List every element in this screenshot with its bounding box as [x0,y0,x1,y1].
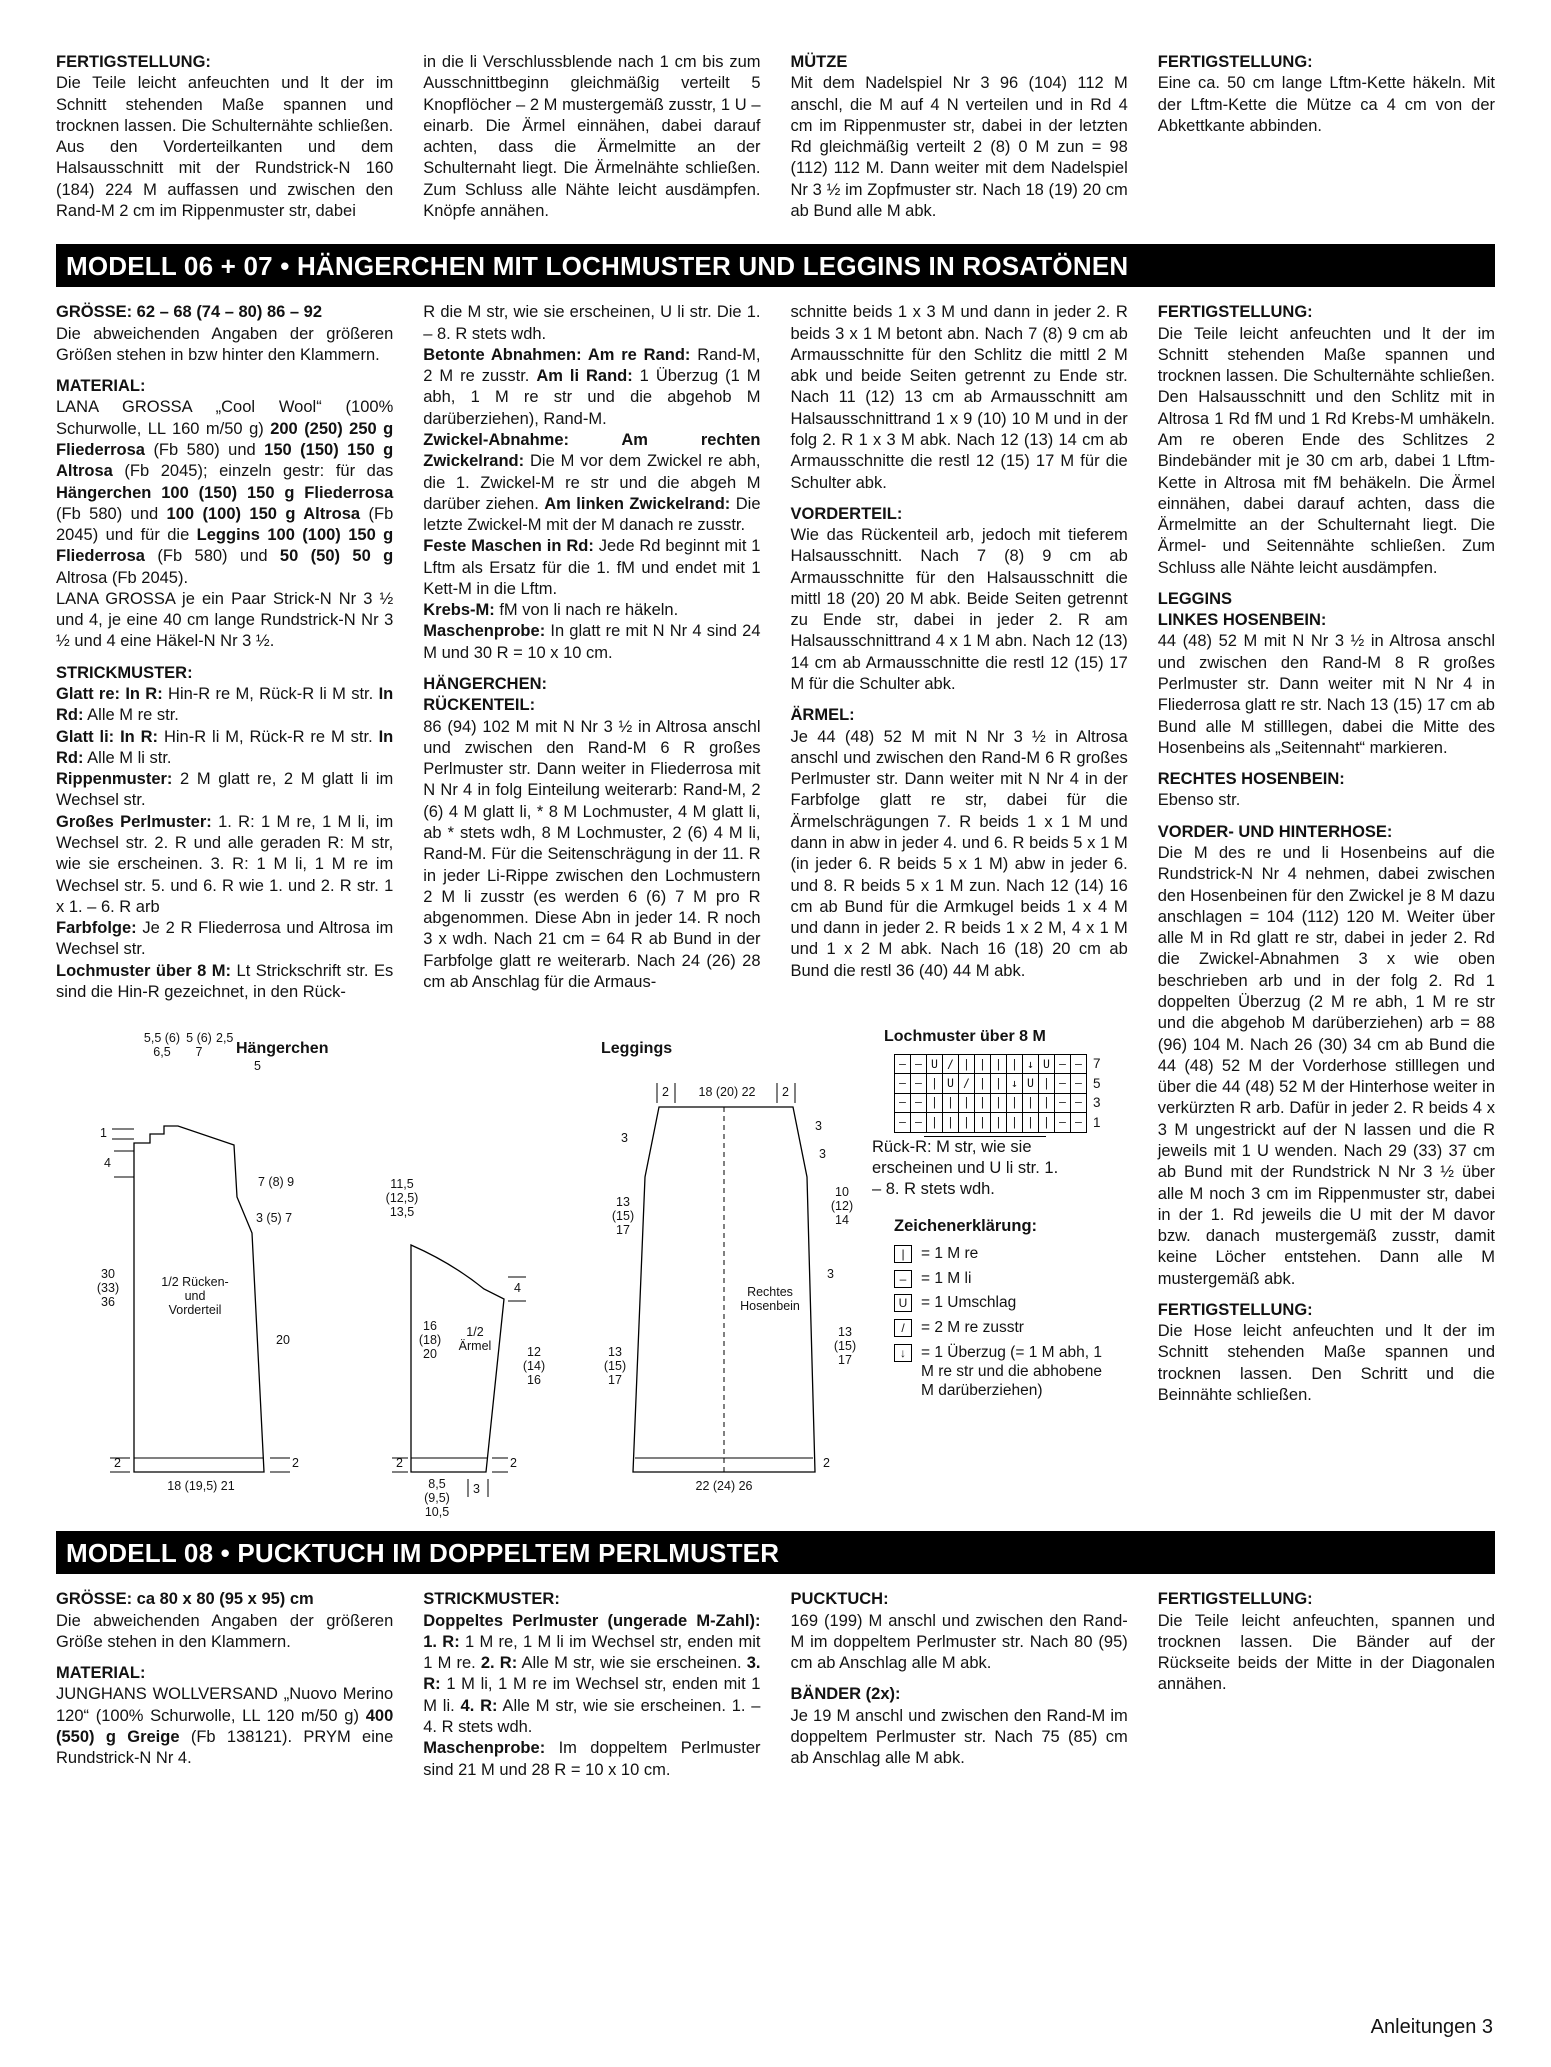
page-footer: Anleitungen 3 [1370,2016,1493,2039]
chart-row-label: 5 [1093,1075,1101,1091]
legend-item [894,1270,1124,1289]
measure-left-13a: 13 (15) 17 [611,1195,635,1238]
chart-cell-li: – [911,1093,927,1112]
model-06-07-header-bar: MODELL 06 + 07 • HÄNGERCHEN MIT LOCHMUSTER UND LEGGINS IN ROSATÖNEN [56,244,1495,287]
measure-right-3a: 3 [815,1119,822,1134]
paragraph: R die M str, wie sie erscheinen, U li str. Die 1. – 8. R stets wdh. [423,303,761,343]
measure-rib-left: 2 [114,1456,121,1471]
paragraph: Die Teile leicht anfeuchten, spannen und trocknen lassen. Die Bänder auf der Rückseite beids der Mitte in der Diagonalen annähen. [1157,1611,1495,1694]
block-heading: STRICKMUSTER: [56,663,193,682]
schematic-aermel [356,1027,581,1520]
measure-neck2: 2,5 [216,1031,234,1046]
measure-rib-right: 2 [510,1456,517,1471]
measure-one: 1 [100,1126,107,1141]
legend-text: = 1 Umschlag [921,1294,1017,1312]
block-heading: FERTIGSTELLUNG: [56,53,211,71]
chart-row-label: 3 [1093,1095,1101,1111]
measure-three: 3 [473,1482,480,1497]
chart-cell-re: | [927,1074,943,1093]
schematic-haengerchen [56,1027,356,1509]
schematics-band [56,1027,1128,1520]
measure-left-3: 3 [621,1131,628,1146]
measure-top-left2: 2 [662,1085,669,1100]
chart-cell-re: | [1039,1093,1055,1112]
paragraph: Glatt li: In R: Hin-R li M, Rück-R re M str. In Rd: Alle M li str. [56,727,394,767]
legend-symbol-zus: / [894,1319,912,1337]
paragraph: Zwickel-Abnahme: Am rechten Zwickelrand: Die M vor dem Zwickel re abh, die 1. Zwickel-M re str und die abgeh M darüber ziehen. Am linken Zwickelrand: Die letzte Zwickel-M mit der M danach re zusstr. [423,430,761,535]
chart-row-label: 7 [1093,1056,1101,1072]
chart-cell-li: – [895,1074,911,1093]
chart-cell-re: | [975,1074,991,1093]
block-heading: MATERIAL: [56,1664,146,1683]
block-heading: VORDERTEIL: [790,504,903,523]
measure-left-13b: 13 (15) 17 [603,1345,627,1388]
legend-item [894,1245,1124,1264]
measure-side: 20 [276,1333,290,1348]
chart-cell-li: – [1071,1093,1087,1112]
chart-cell-ueb: ↓ [1023,1054,1039,1073]
chart-cell-re: | [959,1113,975,1132]
m67-column-4 [1158,302,1495,1509]
legend-symbol-re: | [894,1245,912,1263]
legend-symbol-U: U [894,1294,912,1312]
chart-cell-U: U [1039,1054,1055,1073]
measure-shoulder: 5,5 (6) 6,5 [143,1031,181,1060]
block-heading: LEGGINS [1157,589,1233,608]
chart-cell-re: | [927,1113,943,1132]
legend-text: = 2 M re zusstr [921,1319,1024,1337]
schematic-leggings [581,1027,866,1509]
measure-rib-left: 2 [396,1456,403,1471]
piece-label: 1/2 Rücken- und Vorderteil [161,1275,229,1318]
chart-cell-ueb: ↓ [1007,1074,1023,1093]
block-heading: GRÖSSE: 62 – 68 (74 – 80) 86 – 92 [56,303,322,322]
legend-symbol-ueb: ↓ [894,1344,912,1362]
chart-cell-re: | [1007,1093,1023,1112]
block-heading: FERTIGSTELLUNG: [1157,1300,1313,1319]
measure-top-width: 11,5 (12,5) 13,5 [385,1177,419,1220]
chart-cell-re: | [1039,1074,1055,1093]
paragraph: 86 (94) 102 M mit N Nr 3 ½ in Altrosa anschl und zwischen den Rand-M 6 R großes Perlmuster str. Dann weiter in Fliederrosa mit N Nr 4 in folg Einteilung weiterarb: Rand-M, 2 (6) 4 M glatt li, * 8 M Lochmuster, 4 M glatt li, ab * stets wdh, 8 M Lochmuster, 2 (6) 4 M li, Rand-M. Für die Seitenschrägung in der 11. R in jeder Li-Rippe zwischen den Lochmustern 2 M li zusstr (es werden 6 (6) 7 M pro R abgenommen. Diese Abn in jeder 14. R noch 3 x wdh. Nach 21 cm = 64 R ab Bund in der Farbfolge glatt re weiterarb. Nach 24 (26) 28 cm ab Anschlag für die Armaus- [423,717,761,991]
chart-cell-re: | [1023,1113,1039,1132]
paragraph: Wie das Rückenteil arb, jedoch mit tieferem Halsausschnitt. Nach 7 (8) 9 cm ab Armausschnitte für den Halsausschnitt die mittl 18 (20) 20 M abk. Beide Seiten getrennt zu Ende str, dabei in jeder 2. R am Halsausschnittrand 4 x 1 M abn. Nach 12 (13) 14 cm ab Armausschnitte die restl 12 (15) 17 M für die Schulter abk. [790,526,1128,694]
block-heading: MÜTZE [790,53,848,71]
block-heading: BÄNDER (2x): [790,1685,901,1704]
piece-label: 1/2 Ärmel [458,1325,492,1354]
chart-legend [894,1245,1124,1401]
model-08-section [56,1589,1495,1781]
legend-title: Zeichenerklärung: [894,1217,1038,1236]
chart-cell-li: – [895,1113,911,1132]
schematic-title-haengerchen: Hängerchen [236,1040,329,1058]
measure-top-width: 18 (20) 22 [698,1085,756,1100]
measure-right-13: 13 (15) 17 [833,1325,857,1368]
paragraph: Krebs-M: fM von li nach re häkeln. [423,601,679,620]
measure-cap: 4 [514,1281,521,1296]
paragraph: Die M des re und li Hosenbeins auf die Rundstrick-N Nr 4 nehmen, dabei zwischen den Hosenbeinen für den Zwickel je 8 M dazu anschlagen = 104 (112) 120 M. Weiter über alle M in Rd glatt re str, dabei in jeder 2. Rd die Zwickel-Abnahmen 3 x wie oben beschrieben arb und in der folg 2. Rd 1 doppelten Überzug (2 M re abh, 1 M re str und die abgehob M darüberziehen) arb = 88 (96) 104 M. Nach 26 (30) 34 cm ab Bund die 44 (48) 52 M der Vorderhose stilllegen und über die 44 (48) 52 M der Hinterhose weiter in verkürzten R arb. Dafür in jeder 2. R beids 4 x 3 M ungestrickt auf der N lassen und die R jeweils mit 1 U wenden. Nach 29 (33) 37 cm ab Bund mit der Rundstrick N Nr 3 ½ über alle M noch 3 cm im Rippenmuster str, dabei in der 1. Rd jeweils die U mit der M davor bzw. danach mustergemäß zusstr, damit keine Löcher entstehen. Dann alle M mustergemäß abk. [1157,844,1495,1288]
measure-right-2: 2 [823,1456,830,1471]
chart-cell-re: | [927,1093,943,1112]
paragraph: 44 (48) 52 M mit N Nr 3 ½ in Altrosa anschl und zwischen den Rand-M 8 R großes Perlmuster str. Dann weiter mit N Nr 4 in Fliederrosa glatt re str. Nach 13 (15) 17 cm ab Bund alle M stilllegen, dabei die Mitte des Hosenbeins als „Seitennaht“ markieren. [1157,632,1495,757]
measure-cuff: 8,5 (9,5) 10,5 [424,1477,450,1520]
measure-neck: 5 (6) 7 [186,1031,212,1060]
chart-cell-re: | [1007,1054,1023,1073]
paragraph: Ebenso str. [1157,791,1241,810]
block-heading: VORDER- UND HINTERHOSE: [1157,822,1393,841]
paragraph: Großes Perlmuster: 1. R: 1 M re, 1 M li, im Wechsel str. 2. R und alle geraden R: M str, wie sie erscheinen. 3. R: 1 M li, 1 M re im Wechsel str. 5. und 6. R wie 1. und 2. R str. 1 x 1. – 6. R arb [56,812,394,916]
measure-slant: 3 (5) 7 [256,1211,293,1226]
measure-rib-right: 2 [292,1456,299,1471]
chart-cell-re: | [991,1054,1007,1073]
m67-column-2 [423,302,760,1003]
chart-cell-re: | [943,1093,959,1112]
paragraph: Die Teile leicht anfeuchten und lt der im Schnitt stehenden Maße spannen und trocknen lassen. Die Schulternähte schließen. Den Halsausschnitt und den Schlitz mit in Altrosa 1 Rd fM und 1 Rd Krebs-M umhäkeln. Am re oberen Ende des Schlitzes 2 Bindebänder mit je 30 cm arb, dabei 1 Lftm-Kette in Altrosa mit fM behäkeln. Die Ärmel einnähen, dabei darauf achten, dass die Ärmelmitte an der Schulternaht liegt. Die Ärmel- und Seitennähte schließen. Zum Schluss alle Nähte leicht ausdämpfen. [1157,324,1495,577]
m08-column-1 [56,1589,393,1781]
paragraph: Eine ca. 50 cm lange Lftm-Kette häkeln. Mit der Lftm-Kette die Mütze ca 4 cm von der Abkettkante abbinden. [1157,74,1495,135]
chart-cell-re: | [975,1113,991,1132]
m08-column-3 [791,1589,1128,1781]
measure-five: 5 [254,1059,261,1074]
chart-cell-li: – [1055,1113,1071,1132]
block-heading: FERTIGSTELLUNG: [1157,303,1313,322]
legend-item [894,1319,1124,1338]
paragraph: Glatt re: In R: Hin-R re M, Rück-R li M str. In Rd: Alle M re str. [56,685,394,725]
paragraph: JUNGHANS WOLLVERSAND „Nuovo Merino 120“ (100% Schurwolle, LL 120 m/50 g) 400 (550) g Greige (Fb 138121). PRYM eine Rundstrick-N Nr 4. [56,1685,394,1768]
paragraph: Maschenprobe: Im doppeltem Perlmuster sind 21 M und 28 R = 10 x 10 cm. [423,1739,761,1779]
measure-width: 18 (19,5) 21 [167,1479,235,1494]
chart-cell-li: – [911,1054,927,1073]
block-heading: RÜCKENTEIL: [423,696,536,715]
block-heading: LINKES HOSENBEIN: [1157,611,1327,630]
block-heading: FERTIGSTELLUNG: [1157,53,1313,71]
paragraph: Die Teile leicht anfeuchten und lt der im Schnitt stehenden Maße spannen und trocknen lassen. Die Schulternähte schließen. Aus den Vorderteilkanten und dem Halsausschnitt mit der Rundstrick-N 160 (184) 224 M auffassen und zwischen den Rand-M 2 cm im Rippenmuster str, dabei [56,74,394,220]
chart-cell-U: U [943,1074,959,1093]
m08-column-2 [423,1589,760,1781]
lochmuster-chart-grid [894,1054,1103,1133]
paragraph: Je 19 M anschl und zwischen den Rand-M im doppeltem Perlmuster str. Nach 75 (85) cm ab Anschlag alle M abk. [790,1706,1128,1768]
prev-column-4 [1158,52,1495,222]
chart-cell-li: – [1055,1093,1071,1112]
paragraph: Die abweichenden Angaben der größeren Größen stehen in bzw hinter den Klammern. [56,324,394,364]
chart-cell-re: | [991,1093,1007,1112]
chart-cell-re: | [959,1054,975,1073]
prev-column-3 [791,52,1128,222]
paragraph: Maschenprobe: In glatt re mit N Nr 4 sind 24 M und 30 R = 10 x 10 cm. [423,622,761,662]
block-heading: MATERIAL: [56,377,146,396]
prev-model-continuation [56,52,1495,222]
chart-cell-re: | [991,1074,1007,1093]
block-heading: GRÖSSE: ca 80 x 80 (95 x 95) cm [56,1590,314,1609]
chart-cell-li: – [911,1074,927,1093]
m67-column-1 [56,302,393,1003]
chart-title: Lochmuster über 8 M [884,1028,1046,1046]
measure-top-right2: 2 [782,1085,789,1100]
model-06-07-section [56,302,1495,1520]
chart-cell-re: | [975,1093,991,1112]
chart-row-label: 1 [1093,1114,1101,1130]
measure-right-10: 10 (12) 14 [830,1185,854,1228]
chart-cell-li: – [1055,1054,1071,1073]
chart-cell-U: U [1023,1074,1039,1093]
m08-column-4 [1158,1589,1495,1781]
block-heading: RECHTES HOSENBEIN: [1157,770,1345,789]
chart-cell-li: – [1071,1074,1087,1093]
paragraph: Rippenmuster: 2 M glatt re, 2 M glatt li im Wechsel str. [56,770,394,810]
chart-cell-li: – [1071,1054,1087,1073]
chart-cell-li: – [895,1054,911,1073]
legend-item [894,1344,1124,1401]
chart-note: Rück-R: M str, wie sie erscheinen und U li str. 1. – 8. R stets wdh. [872,1137,1059,1199]
paragraph: Mit dem Nadelspiel Nr 3 96 (104) 112 M anschl, die M auf 4 N verteilen und in Rd 4 cm im Rippenmuster str, dabei in der letzten Rd gleichmäßig verteilt 2 (8) 0 M zun = 98 (112) 112 M. Dann weiter mit dem Nadelspiel Nr 3 ½ im Zopfmuster str. Nach 18 (19) 20 cm ab Bund alle M abk. [790,74,1128,220]
paragraph: LANA GROSSA „Cool Wool“ (100% Schurwolle, LL 160 m/50 g) 200 (250) 250 g Fliederrosa (Fb 580) und 150 (150) 150 g Altrosa (Fb 2045); einzeln gestr: für das Hängerchen 100 (150) 150 g Fliederrosa (Fb 580) und 100 (100) 150 g Altrosa (Fb 2045) und für die Leggins 100 (100) 150 g Fliederrosa (Fb 580) und 50 (50) 50 g Altrosa (Fb 2045). [56,398,394,587]
chart-cell-li: – [1055,1074,1071,1093]
chart-cell-re: | [959,1093,975,1112]
chart-cell-U: U [927,1054,943,1073]
block-heading: ÄRMEL: [790,706,855,725]
block-heading: STRICKMUSTER: [423,1590,560,1609]
dim-ticks [392,1277,526,1497]
measure-four: 4 [104,1156,111,1171]
paragraph: Die Hose leicht anfeuchten und lt der im Schnitt stehenden Maße spannen und trocknen lassen. Den Schritt und die Beinnähte schließen. [1157,1322,1495,1405]
schematic-title-leggings: Leggings [601,1040,673,1058]
legend-item [894,1294,1124,1313]
chart-cell-zus: / [959,1074,975,1093]
paragraph: 169 (199) M anschl und zwischen den Rand-M im doppeltem Perlmuster str. Nach 80 (95) cm ab Anschlag alle M abk. [790,1611,1128,1673]
chart-cell-re: | [1023,1093,1039,1112]
aermel-outline-svg [356,1027,581,1509]
prev-column-2 [423,52,760,222]
chart-cell-li: – [895,1093,911,1112]
chart-cell-re: | [1039,1113,1055,1132]
chart-cell-re: | [991,1113,1007,1132]
m67-column-3 [791,302,1128,1003]
legend-text: = 1 Überzug (= 1 M abh, 1 M re str und die abhobene M darüberziehen) [921,1344,1102,1400]
legend-text: = 1 M li [921,1269,972,1287]
model-08-header-bar: MODELL 08 • PUCKTUCH IM DOPPELTEM PERLMUSTER [56,1531,1495,1574]
block-heading: HÄNGERCHEN: [423,675,547,694]
paragraph: Doppeltes Perlmuster (ungerade M-Zahl): 1. R: 1 M re, 1 M li im Wechsel str, enden mit 1 M re. 2. R: Alle M str, wie sie erscheinen. 3. R: 1 M li, 1 M re im Wechsel str, enden mit 1 M li. 4. R: Alle M str, wie sie erscheinen. 1. – 4. R stets wdh. [423,1611,761,1736]
piece-label: Rechtes Hosenbein [740,1285,800,1314]
paragraph: LANA GROSSA je ein Paar Strick-N Nr 3 ½ und 4, je eine 40 cm lange Rundstrick-N Nr 3 ½ und 4 eine Häkel-N Nr 3 ½. [56,589,394,651]
legend-symbol-li: – [894,1270,912,1288]
measure-fold-length: 16 (18) 20 [418,1319,442,1362]
measure-length: 30 (33) 36 [96,1267,120,1310]
block-heading: FERTIGSTELLUNG: [1157,1590,1313,1609]
paragraph: Lochmuster über 8 M: Lt Strickschrift str. Es sind die Hin-R gezeichnet, in den Rück- [56,961,394,1001]
paragraph: Die abweichenden Angaben der größeren Größe stehen in den Klammern. [56,1611,394,1651]
measure-right-3b: 3 [819,1147,826,1162]
paragraph: Feste Maschen in Rd: Jede Rd beginnt mit 1 Lftm als Ersatz für die 1. fM und endet mit 1 Kett-M in die Lftm. [423,537,761,598]
measure-bottom-width: 22 (24) 26 [695,1479,753,1494]
measure-armhole: 7 (8) 9 [258,1175,295,1190]
chart-cell-li: – [911,1113,927,1132]
lochmuster-chart-block [872,1027,1124,1509]
block-heading: PUCKTUCH: [790,1590,889,1609]
measure-side-length: 12 (14) 16 [522,1345,546,1388]
paragraph: schnitte beids 1 x 3 M und dann in jeder 2. R beids 3 x 1 M betont abn. Nach 7 (8) 9 cm ab Armausschnitte für den Schlitz die mittl 2 M abk und beide Seiten getrennt zu Ende str. Nach 11 (12) 13 cm ab Armausschnitt am Halsausschnittrand 1 x 9 (10) 10 M und in der folg 2. R 1 x 3 M abk. Nach 12 (13) 14 cm ab Armausschnitte die restl 12 (15) 17 M für die Schulter abk. [790,303,1128,492]
paragraph: in die li Verschlussblende nach 1 cm bis zum Ausschnittbeginn gleichmäßig verteilt 5 Knopflöcher – 2 M mustergemäß zusstr, 1 U – einarb. Die Ärmel einnähen, dabei darauf achten, dass die Ärmelmitte an der Schulternaht liegt. Die Ärmelnähte schließen. Zum Schluss alle Nähte leicht ausdämpfen. Knöpfe annähen. [423,53,761,220]
chart-cell-zus: / [943,1054,959,1073]
prev-column-1 [56,52,393,222]
measure-right-3c: 3 [827,1267,834,1282]
legend-text: = 1 M re [921,1244,979,1262]
chart-cell-li: – [1071,1113,1087,1132]
paragraph: Betonte Abnahmen: Am re Rand: Rand-M, 2 M re zusstr. Am li Rand: 1 Überzug (1 M abh, 1 M re str und die abgehob M darüberziehen), Rand-M. [423,345,761,428]
chart-cell-re: | [943,1113,959,1132]
leggings-outline-svg [581,1027,866,1509]
chart-cell-re: | [1007,1113,1023,1132]
paragraph: Je 44 (48) 52 M mit N Nr 3 ½ in Altrosa anschl und zwischen den Rand-M 6 R großes Perlmuster str. Dann weiter mit N Nr 4 in der Farbfolge glatt re str, dabei für die Ärmelschrägungen 7. R beids 1 x 1 M und dann in abw in jeder 4. und 6. R beids 5 x 1 M (in jeder 6. R beids 5 x 1 M) abw in jeder 6. und 8. R beids 5 x 1 M zun. Nach 12 (14) 16 cm ab Bund für die Armkugel beids 1 x 4 M und dann in jeder 2. R beids 1 x 2 M, 4 x 1 M und 1 x 2 M abk. Nach 16 (18) 20 cm ab Bund die restl 36 (40) 44 M abk. [790,727,1128,980]
chart-cell-re: | [975,1054,991,1073]
paragraph: Farbfolge: Je 2 R Fliederrosa und Altrosa im Wechsel str. [56,919,394,959]
